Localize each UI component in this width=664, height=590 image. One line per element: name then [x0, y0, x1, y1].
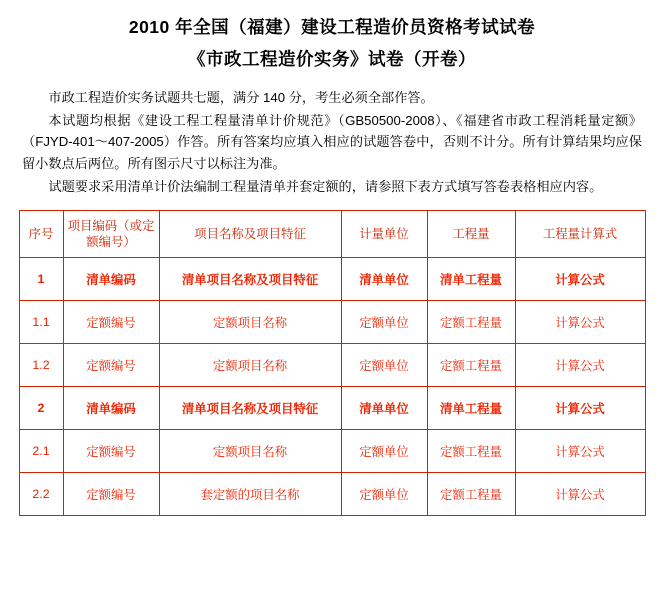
cell-unit: 定额单位: [341, 301, 427, 344]
paragraph-2: 本试题均根据《建设工程工程量清单计价规范》（GB50500-2008）、《福建省市政工程消耗量定额》（FJYD-401～407-2005）作答。所有答案均应填入相应的试题答卷中，否则不计分。所有计算结果均应保留小数点后两位。所有图示尺寸以标注为准。: [22, 112, 642, 171]
table-header-cell-quantity: 工程量: [427, 211, 515, 258]
cell-unit: 清单单位: [341, 387, 427, 430]
paragraph-3: 试题要求采用清单计价法编制工程量清单并套定额的，请参照下表方式填写答卷表格相应内容。: [48, 179, 603, 194]
cell-name: 清单项目名称及项目特征: [159, 258, 341, 301]
cell-code: 定额编号: [63, 344, 159, 387]
table-row: [19, 258, 645, 301]
table-body: [19, 258, 645, 516]
cell-formula: 计算公式: [515, 387, 645, 430]
cell-seq: 2.1: [19, 430, 63, 473]
cell-quantity: 清单工程量: [427, 258, 515, 301]
cell-quantity: 定额工程量: [427, 344, 515, 387]
table-row: [19, 344, 645, 387]
cell-unit: 清单单位: [341, 258, 427, 301]
table-row: [19, 473, 645, 516]
page-subtitle: 《市政工程造价实务》试卷（开卷）: [188, 49, 476, 70]
table-header-cell-seq: 序号: [19, 211, 63, 258]
cell-quantity: 清单工程量: [427, 387, 515, 430]
cell-name: 定额项目名称: [159, 301, 341, 344]
table-row: [19, 301, 645, 344]
cell-formula: 计算公式: [515, 430, 645, 473]
cell-name: 定额项目名称: [159, 344, 341, 387]
cell-quantity: 定额工程量: [427, 301, 515, 344]
table-header: [19, 211, 645, 258]
cell-formula: 计算公式: [515, 301, 645, 344]
page-title: 2010 年全国（福建）建设工程造价员资格考试试卷: [128, 17, 536, 37]
cell-quantity: 定额工程量: [427, 473, 515, 516]
cell-seq: 1: [19, 258, 63, 301]
cell-formula: 计算公式: [515, 344, 645, 387]
cell-code: 定额编号: [63, 473, 159, 516]
cell-name: 清单项目名称及项目特征: [159, 387, 341, 430]
cell-unit: 定额单位: [341, 473, 427, 516]
quantity-list-example-table: [19, 210, 646, 516]
cell-seq: 1.2: [19, 344, 63, 387]
table-row: [19, 430, 645, 473]
table-header-cell-code: 项目编码（或定额编号）: [63, 211, 159, 258]
paragraph-1: 市政工程造价实务试题共七题，满分 140 分，考生必须全部作答。: [48, 89, 434, 105]
cell-seq: 2.2: [19, 473, 63, 516]
cell-formula: 计算公式: [515, 258, 645, 301]
cell-unit: 定额单位: [341, 430, 427, 473]
cell-code: 定额编号: [63, 301, 159, 344]
cell-seq: 1.1: [19, 301, 63, 344]
table-header-cell-unit: 计量单位: [341, 211, 427, 258]
cell-unit: 定额单位: [341, 344, 427, 387]
cell-code: 清单编码: [63, 258, 159, 301]
table-row: [19, 387, 645, 430]
cell-name: 定额项目名称: [159, 430, 341, 473]
table-header-cell-name: 项目名称及项目特征: [159, 211, 341, 258]
cell-code: 清单编码: [63, 387, 159, 430]
cell-name: 套定额的项目名称: [159, 473, 341, 516]
cell-formula: 计算公式: [515, 473, 645, 516]
cell-seq: 2: [19, 387, 63, 430]
cell-code: 定额编号: [63, 430, 159, 473]
cell-quantity: 定额工程量: [427, 430, 515, 473]
table-header-cell-formula: 工程量计算式: [515, 211, 645, 258]
table-header-row: [19, 211, 645, 258]
title-block: [18, 14, 646, 73]
